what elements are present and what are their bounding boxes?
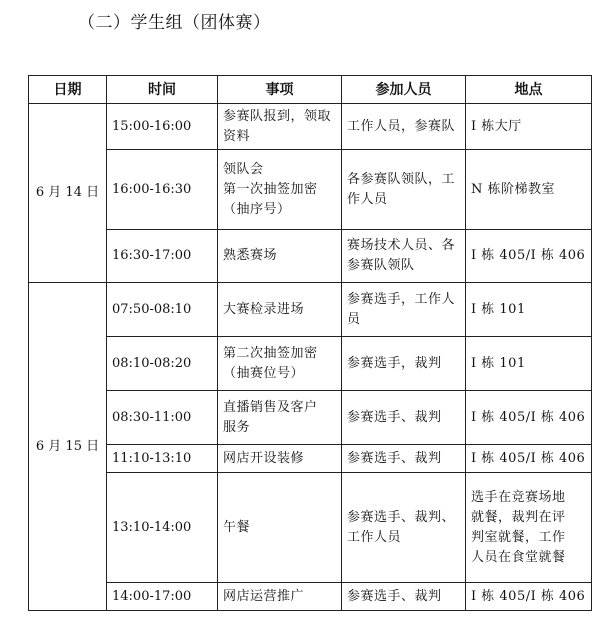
table-row <box>29 583 592 611</box>
table-row <box>29 150 592 230</box>
place-cell: I 栋 405/I 栋 406 <box>466 445 592 473</box>
item-cell: 大赛检录进场 <box>218 283 342 337</box>
item-cell: 熟悉赛场 <box>218 230 342 283</box>
schedule-table <box>28 75 592 611</box>
time-cell: 16:30-17:00 <box>107 230 218 283</box>
table-row <box>29 104 592 150</box>
item-cell: 午餐 <box>218 473 342 583</box>
people-cell: 各参赛队领队，工 作人员 <box>342 150 466 230</box>
people-cell: 参赛选手，工作人 员 <box>342 283 466 337</box>
date-cell: 6 月 14 日 <box>29 104 107 283</box>
item-cell: 第二次抽签加密 （抽赛位号） <box>218 337 342 391</box>
item-cell: 领队会 第一次抽签加密 （抽序号） <box>218 150 342 230</box>
place-cell: N 栋阶梯教室 <box>466 150 592 230</box>
item-cell: 直播销售及客户 服务 <box>218 391 342 445</box>
time-cell: 11:10-13:10 <box>107 445 218 473</box>
time-cell: 08:30-11:00 <box>107 391 218 445</box>
table-row <box>29 337 592 391</box>
item-cell: 网店开设装修 <box>218 445 342 473</box>
header-date: 日期 <box>29 76 107 104</box>
header-item: 事项 <box>218 76 342 104</box>
time-cell: 16:00-16:30 <box>107 150 218 230</box>
people-cell: 参赛选手，裁判 <box>342 337 466 391</box>
people-cell: 参赛选手、裁判 <box>342 583 466 611</box>
place-cell: I 栋 101 <box>466 283 592 337</box>
place-cell: 选手在竞赛场地 就餐，裁判在评 判室就餐，工作 人员在食堂就餐 <box>466 473 592 583</box>
time-cell: 07:50-08:10 <box>107 283 218 337</box>
people-cell: 工作人员，参赛队 <box>342 104 466 150</box>
header-people: 参加人员 <box>342 76 466 104</box>
item-cell: 网店运营推广 <box>218 583 342 611</box>
table-row <box>29 391 592 445</box>
place-cell: I 栋 101 <box>466 337 592 391</box>
people-cell: 赛场技术人员、各 参赛队领队 <box>342 230 466 283</box>
table-row <box>29 473 592 583</box>
people-cell: 参赛选手、裁判、 工作人员 <box>342 473 466 583</box>
place-cell: I 栋 405/I 栋 406 <box>466 583 592 611</box>
place-cell: I 栋 405/I 栋 406 <box>466 230 592 283</box>
section-heading: （二）学生组（团体赛） <box>78 13 271 33</box>
header-place: 地点 <box>466 76 592 104</box>
time-cell: 15:00-16:00 <box>107 104 218 150</box>
table-row <box>29 445 592 473</box>
time-cell: 13:10-14:00 <box>107 473 218 583</box>
place-cell: I 栋 405/I 栋 406 <box>466 391 592 445</box>
table-row <box>29 283 592 337</box>
header-row <box>29 76 592 104</box>
time-cell: 08:10-08:20 <box>107 337 218 391</box>
header-time: 时间 <box>107 76 218 104</box>
time-cell: 14:00-17:00 <box>107 583 218 611</box>
people-cell: 参赛选手、裁判 <box>342 445 466 473</box>
item-cell: 参赛队报到，领取 资料 <box>218 104 342 150</box>
table-row <box>29 230 592 283</box>
people-cell: 参赛选手、裁判 <box>342 391 466 445</box>
place-cell: I 栋大厅 <box>466 104 592 150</box>
date-cell: 6 月 15 日 <box>29 283 107 611</box>
